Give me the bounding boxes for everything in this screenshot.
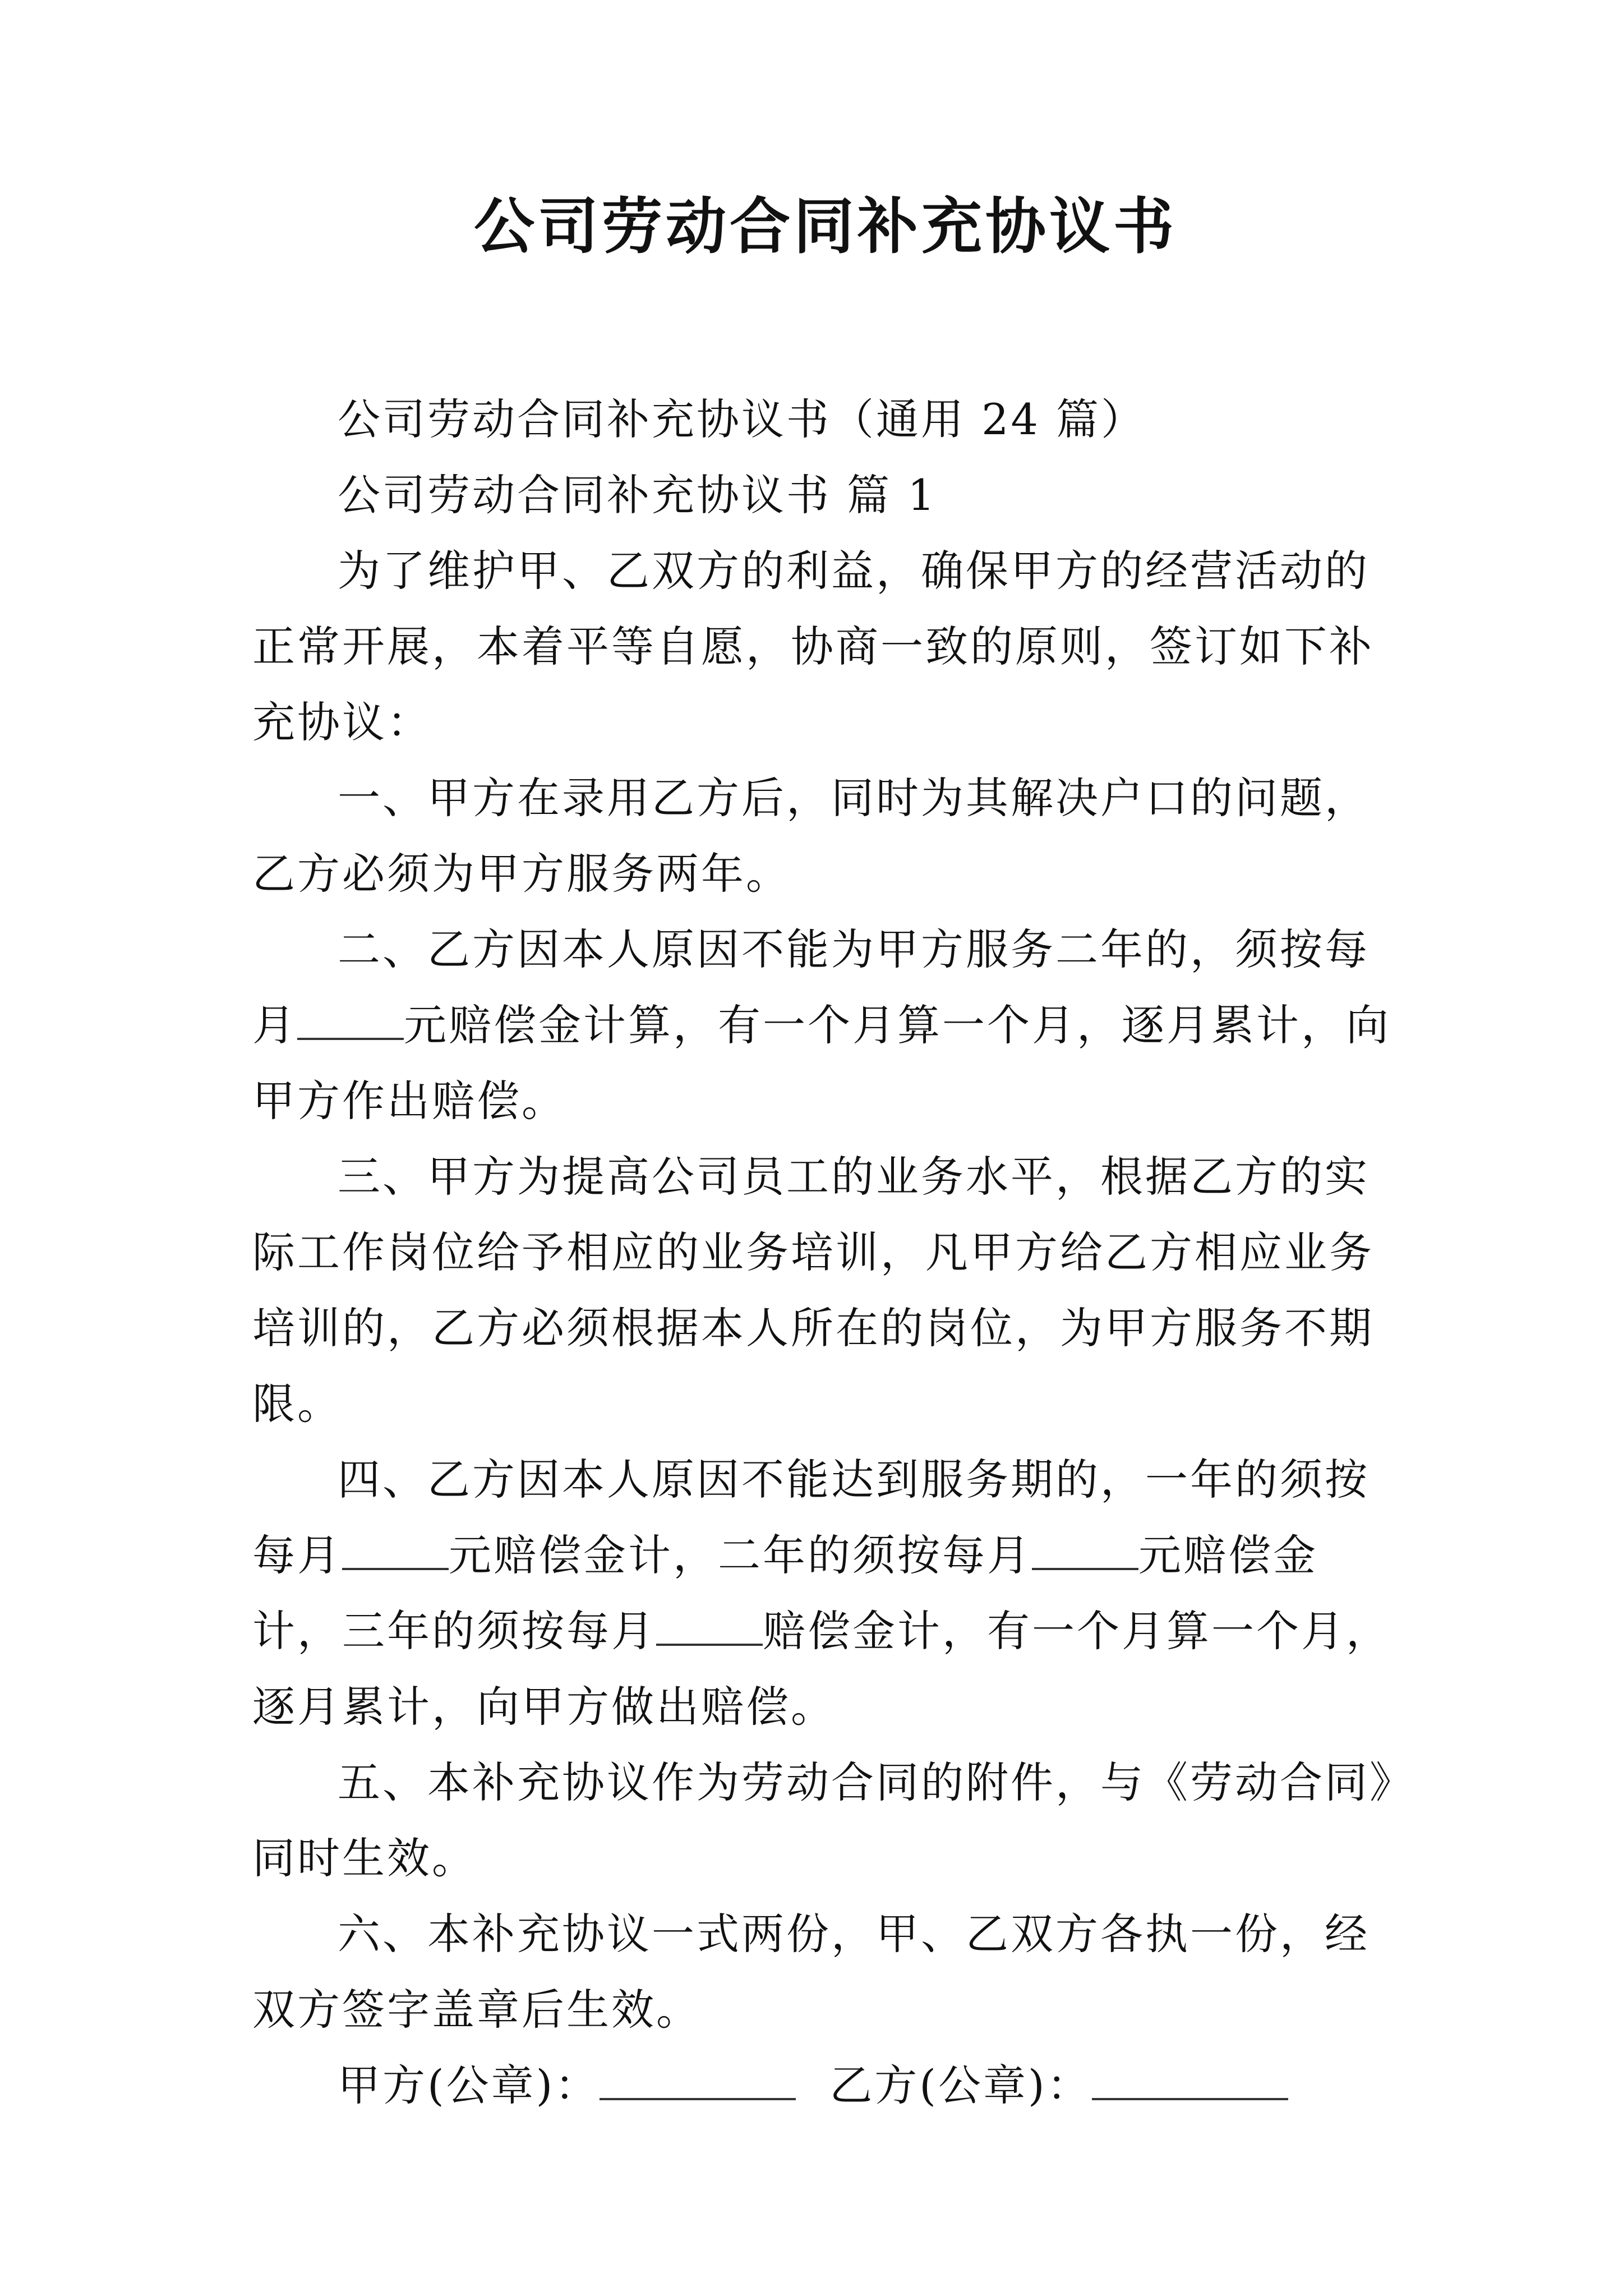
clause-4-text-1: 四、乙方因本人原因不能达到服务期的，一年的须按每月: [252, 1454, 1370, 1580]
section-heading: 公司劳动合同补充协议书 篇 1: [338, 470, 937, 520]
clause-2-text-2: 元赔偿金计算，有一个月算一个月，逐月累计，向甲方作出赔偿。: [252, 1000, 1391, 1126]
clause-1: 一、甲方在录用乙方后，同时为其解决户口的问题，乙方必须为甲方服务两年。: [252, 772, 1370, 899]
signature-row: [252, 2047, 1399, 2123]
clause-4-text-3: 元赔偿金计，三年的须按每月: [252, 1530, 1318, 1656]
document-title: 公司劳动合同补充协议书: [473, 192, 1177, 262]
blank-line: [342, 1562, 449, 1570]
party-a-label: 甲方(公章)：: [338, 2060, 600, 2110]
clause-2-text-1: 二、乙方因本人原因不能为甲方服务二年的，须按每月: [252, 924, 1370, 1050]
intro-paragraph: 为了维护甲、乙双方的利益，确保甲方的经营活动的正常开展，本着平等自愿，协商一致的原则，签订如下补充协议：: [252, 545, 1374, 747]
clause-4-text-4: 赔偿金计，有一个月算一个月，逐月累计，向甲方做出赔偿。: [252, 1605, 1391, 1732]
party-b-signature-line: [1092, 2092, 1288, 2100]
clause-5: 五、本补充协议作为劳动合同的附件，与《劳动合同》同时生效。: [252, 1757, 1393, 1883]
clause-6: 六、本补充协议一式两份，甲、乙双方各执一份，经双方签字盖章后生效。: [252, 1908, 1370, 2035]
clause-4-text-2: 元赔偿金计，二年的须按每月: [449, 1530, 1032, 1580]
clause-3: 三、甲方为提高公司员工的业务水平，根据乙方的实际工作岗位给予相应的业务培训，凡甲方给乙方相应业务培训的，乙方必须根据本人所在的岗位，为甲方服务不期限。: [252, 1151, 1374, 1429]
document-subtitle: 公司劳动合同补充协议书（通用 24 篇）: [338, 394, 1146, 444]
blank-line: [297, 1032, 404, 1040]
party-a-signature-line: [600, 2092, 796, 2100]
party-b-label: 乙方(公章)：: [829, 2060, 1092, 2110]
blank-line: [1032, 1562, 1138, 1570]
blank-line: [656, 1638, 763, 1646]
clause-4: [252, 1442, 1399, 1745]
clause-2: [252, 912, 1399, 1139]
